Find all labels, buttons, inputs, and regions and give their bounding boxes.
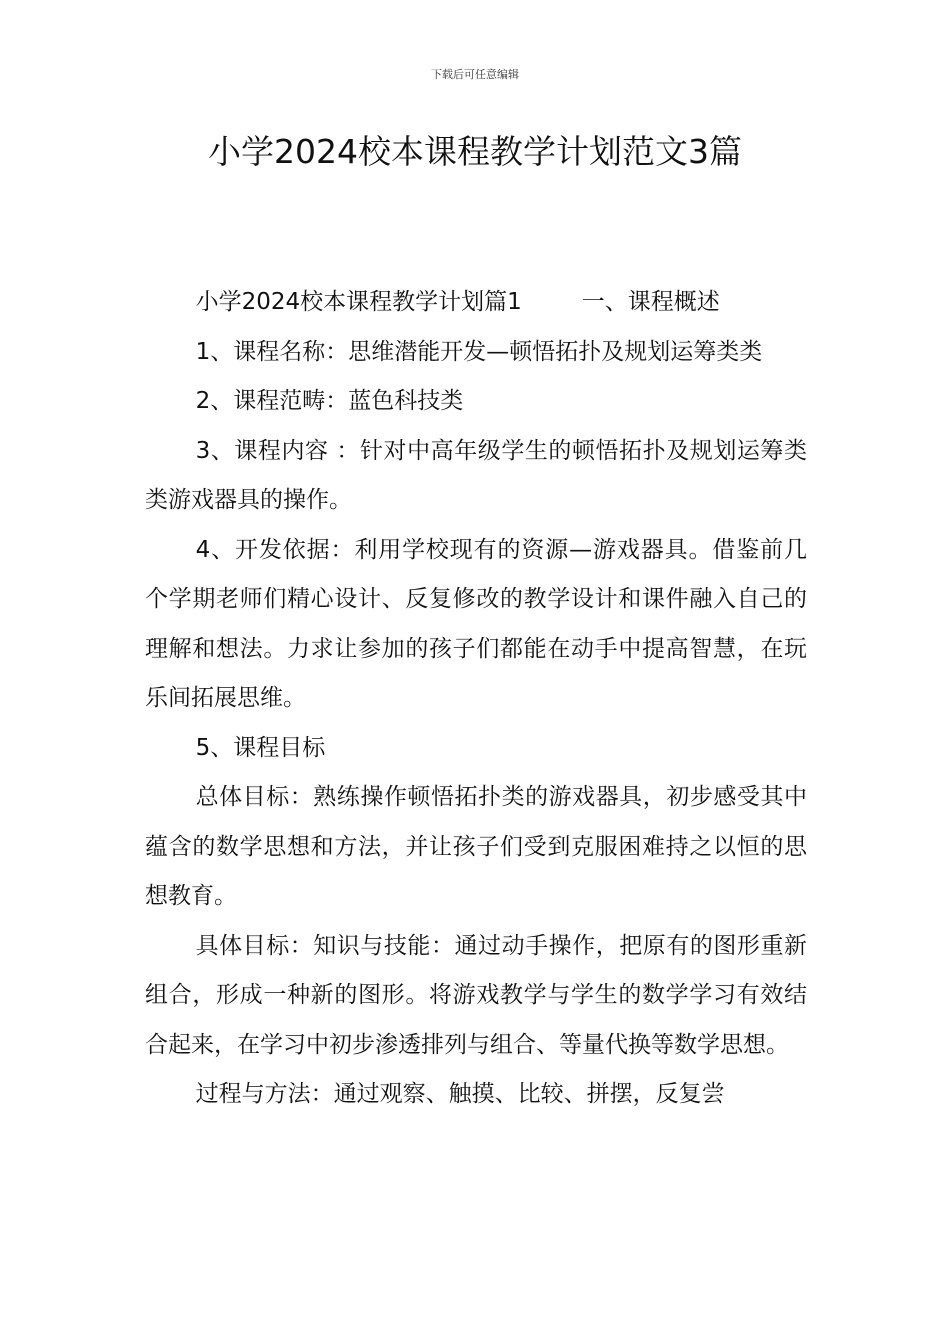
section-name: 小学2024校本课程教学计划篇1 [195, 289, 522, 315]
section-heading-line [145, 278, 807, 328]
paragraph: 过程与方法：通过观察、触摸、比较、拼摆，反复尝 [195, 1081, 725, 1107]
paragraph: 4、开发依据：利用学校现有的资源—游戏器具。借鉴前几个学期老师们精心设计、反复修改的教学设计和课件融入自己的理解和想法。力求让参加的孩子们都能在动手中提高智慧，在玩乐间拓展思维。 [145, 536, 807, 711]
section-heading: 一、课程概述 [581, 289, 720, 315]
document-title: 小学2024校本课程教学计划范文3篇 [208, 132, 742, 171]
paragraph: 总体目标：熟练操作顿悟拓扑类的游戏器具，初步感受其中蕴含的数学思想和方法，并让孩子们受到克服困难持之以恒的思想教育。 [145, 784, 807, 909]
paragraph: 5、课程目标 [195, 734, 326, 761]
paragraph: 具体目标：知识与技能：通过动手操作，把原有的图形重新组合，形成一种新的图形。将游戏教学与学生的数学学习有效结合起来，在学习中初步渗透排列与组合、等量代换等数学思想。 [145, 932, 807, 1058]
paragraph: 3、课程内容 ：针对中高年级学生的顿悟拓扑及规划运筹类类游戏器具的操作。 [145, 437, 807, 513]
paragraph: 2、课程范畴：蓝色科技类 [195, 388, 464, 414]
document-body [145, 278, 807, 1120]
paragraph: 1、课程名称：思维潜能开发—顿悟拓扑及规划运筹类类 [195, 338, 763, 365]
header-note: 下载后可任意编辑 [431, 68, 519, 81]
